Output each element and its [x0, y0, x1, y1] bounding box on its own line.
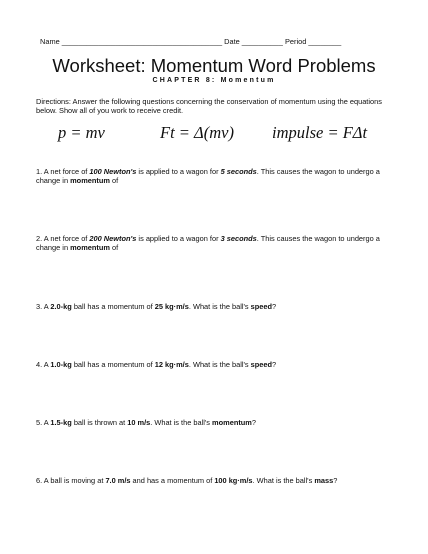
question-value: 100 Newton's	[89, 167, 137, 176]
question-value: 5 seconds	[220, 167, 257, 176]
directions-text: Directions: Answer the following questions concerning the conservation of momentum using the equations below. Show all of you work to receive credit.	[36, 97, 382, 116]
question-3	[36, 302, 396, 311]
question-value: 2.0-kg	[50, 302, 72, 311]
question-text: ball has a momentum of	[71, 302, 155, 311]
question-text: is applied to a wagon for	[136, 167, 221, 176]
question-text: . What is the ball's	[188, 360, 251, 369]
question-text: and has a momentum of	[130, 476, 215, 485]
question-text: is applied to a wagon for	[136, 234, 221, 243]
question-text: ?	[333, 476, 338, 485]
question-text: . What is the ball's	[150, 418, 213, 427]
question-text: of	[109, 243, 119, 253]
question-4	[36, 360, 396, 369]
question-value: 1.5-kg	[50, 418, 72, 427]
question-value: 1.0-kg	[50, 360, 72, 369]
question-1	[36, 167, 396, 185]
question-target: speed	[250, 302, 273, 311]
equations-row	[58, 123, 378, 145]
question-target: speed	[250, 360, 273, 369]
question-text: 5. A	[36, 418, 51, 427]
question-target: mass	[314, 476, 334, 485]
impulse-equation: impulse = FΔt	[272, 123, 368, 142]
chapter-subtitle: CHAPTER 8: Momentum	[152, 77, 276, 84]
impulse-momentum-equation: Ft = Δ(mv)	[160, 123, 234, 142]
question-2	[36, 234, 396, 252]
question-text: 4. A	[36, 360, 51, 369]
question-text: ?	[272, 302, 277, 311]
question-text: . This causes the wagon to undergo a change in	[36, 167, 380, 186]
question-5	[36, 418, 396, 427]
question-text: 6. A ball is moving at	[36, 476, 106, 485]
question-value: 12 kg·m/s	[154, 360, 189, 369]
worksheet-title: Worksheet: Momentum Word Problems	[52, 55, 376, 76]
question-value: 7.0 m/s	[105, 476, 131, 485]
question-text: 2. A net force of	[36, 234, 90, 243]
question-value: 25 kg·m/s	[154, 302, 189, 311]
question-text: . This causes the wagon to undergo a change in	[36, 234, 380, 253]
question-text: ?	[251, 418, 257, 427]
question-target: momentum	[70, 176, 110, 186]
question-text: . What is the ball's	[252, 476, 315, 485]
question-6	[36, 476, 396, 485]
question-value: 3 seconds	[220, 234, 257, 243]
question-text: of	[109, 176, 119, 186]
question-text: 1. A net force of	[36, 167, 90, 176]
question-target: momentum	[212, 418, 252, 427]
question-target: momentum	[70, 243, 110, 253]
question-text: ?	[272, 360, 277, 369]
momentum-equation: p = mv	[58, 123, 105, 142]
question-text: ball is thrown at	[71, 418, 128, 427]
question-value: 200 Newton's	[89, 234, 137, 243]
question-value: 10 m/s	[127, 418, 151, 427]
name-date-period-line: Name _______________________________________ Date __________ Period ________	[40, 37, 342, 46]
question-text: 3. A	[36, 302, 51, 311]
question-text: . What is the ball's	[188, 302, 251, 311]
question-text: ball has a momentum of	[71, 360, 155, 369]
question-value: 100 kg·m/s	[214, 476, 253, 485]
